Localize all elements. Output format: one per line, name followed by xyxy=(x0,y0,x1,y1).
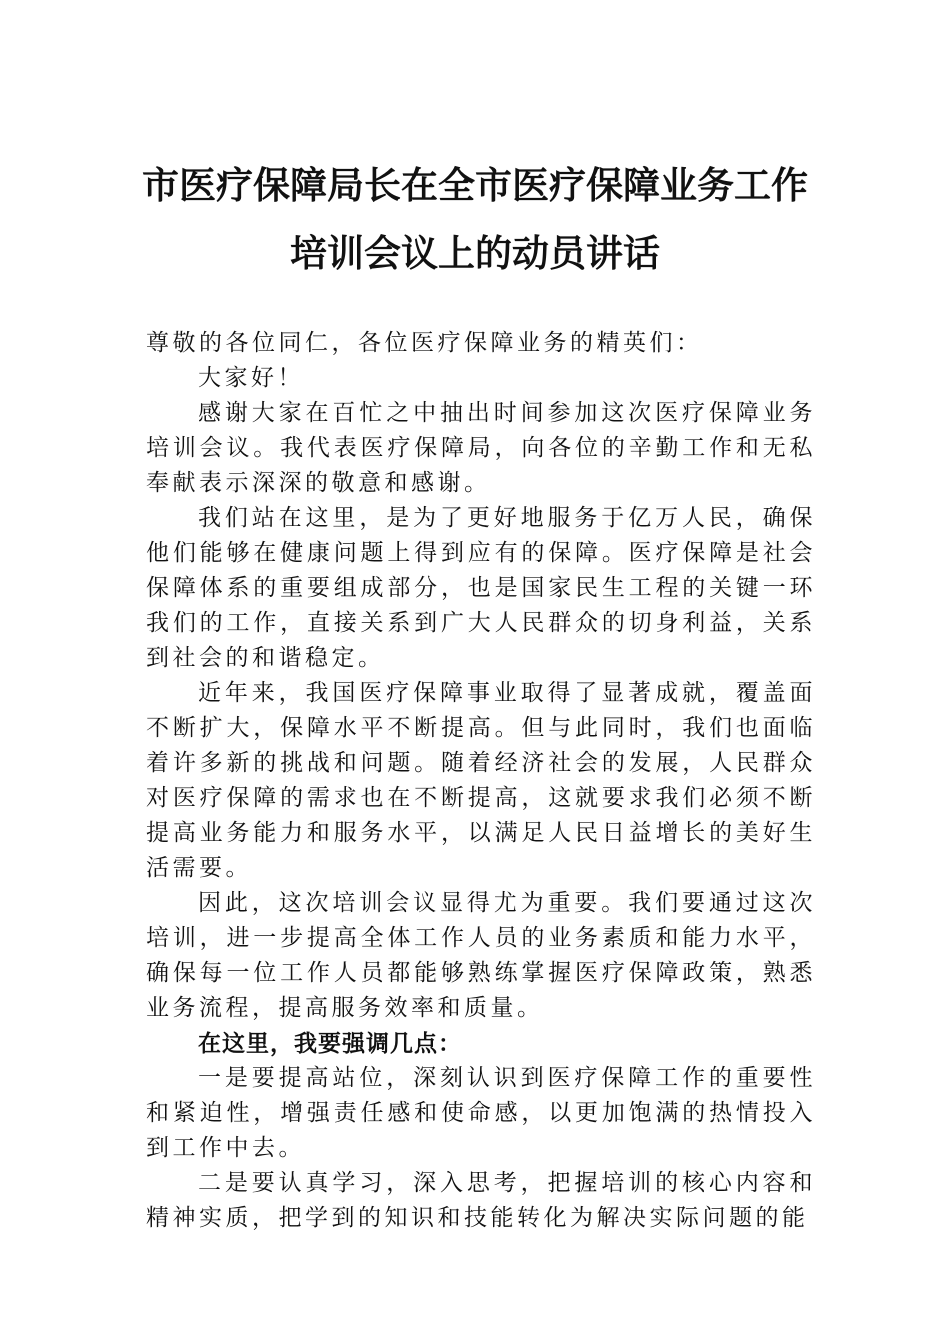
paragraph-purpose: 我们站在这里，是为了更好地服务于亿万人民，确保他们能够在健康问题上得到应有的保障。医疗保障是社会保障体系的重要组成部分，也是国家民生工程的关键一环我们的工作，直接关系到广大人民群众的切身利益，关系到社会的和谐稳定。 xyxy=(146,505,816,671)
paragraph-greeting: 大家好！ xyxy=(198,365,304,391)
paragraph-thanks: 感谢大家在百忙之中抽出时间参加这次医疗保障业务培训会议。我代表医疗保障局，向各位的辛勤工作和无私奉献表示深深的敬意和感谢。 xyxy=(146,400,816,496)
document-title-line-1: 市医疗保障局长在全市医疗保障业务工作 xyxy=(142,163,808,207)
paragraph-achievements: 近年来，我国医疗保障事业取得了显著成就，覆盖面不断扩大，保障水平不断提高。但与此同时，我们也面临着许多新的挑战和问题。随着经济社会的发展，人民群众对医疗保障的需求也在不断提高，这就要求我们必须不断提高业务能力和服务水平，以满足人民日益增长的美好生活需要。 xyxy=(146,680,816,881)
salutation: 尊敬的各位同仁，各位医疗保障业务的精英们： xyxy=(146,330,703,356)
document-title-line-2: 培训会议上的动员讲话 xyxy=(290,231,660,275)
point-two: 二是要认真学习，深入思考，把握培训的核心内容和精神实质，把学到的知识和技能转化为解决实际问题的能 xyxy=(146,1170,816,1231)
point-one: 一是要提高站位，深刻认识到医疗保障工作的重要性和紧迫性，增强责任感和使命感，以更加饱满的热情投入到工作中去。 xyxy=(146,1065,816,1161)
emphasis-heading: 在这里，我要强调几点： xyxy=(198,1030,462,1057)
paragraph-training-importance: 因此，这次培训会议显得尤为重要。我们要通过这次培训，进一步提高全体工作人员的业务素质和能力水平，确保每一位工作人员都能够熟练掌握医疗保障政策，熟悉业务流程，提高服务效率和质量。 xyxy=(146,890,816,1021)
document-body xyxy=(146,326,816,1236)
